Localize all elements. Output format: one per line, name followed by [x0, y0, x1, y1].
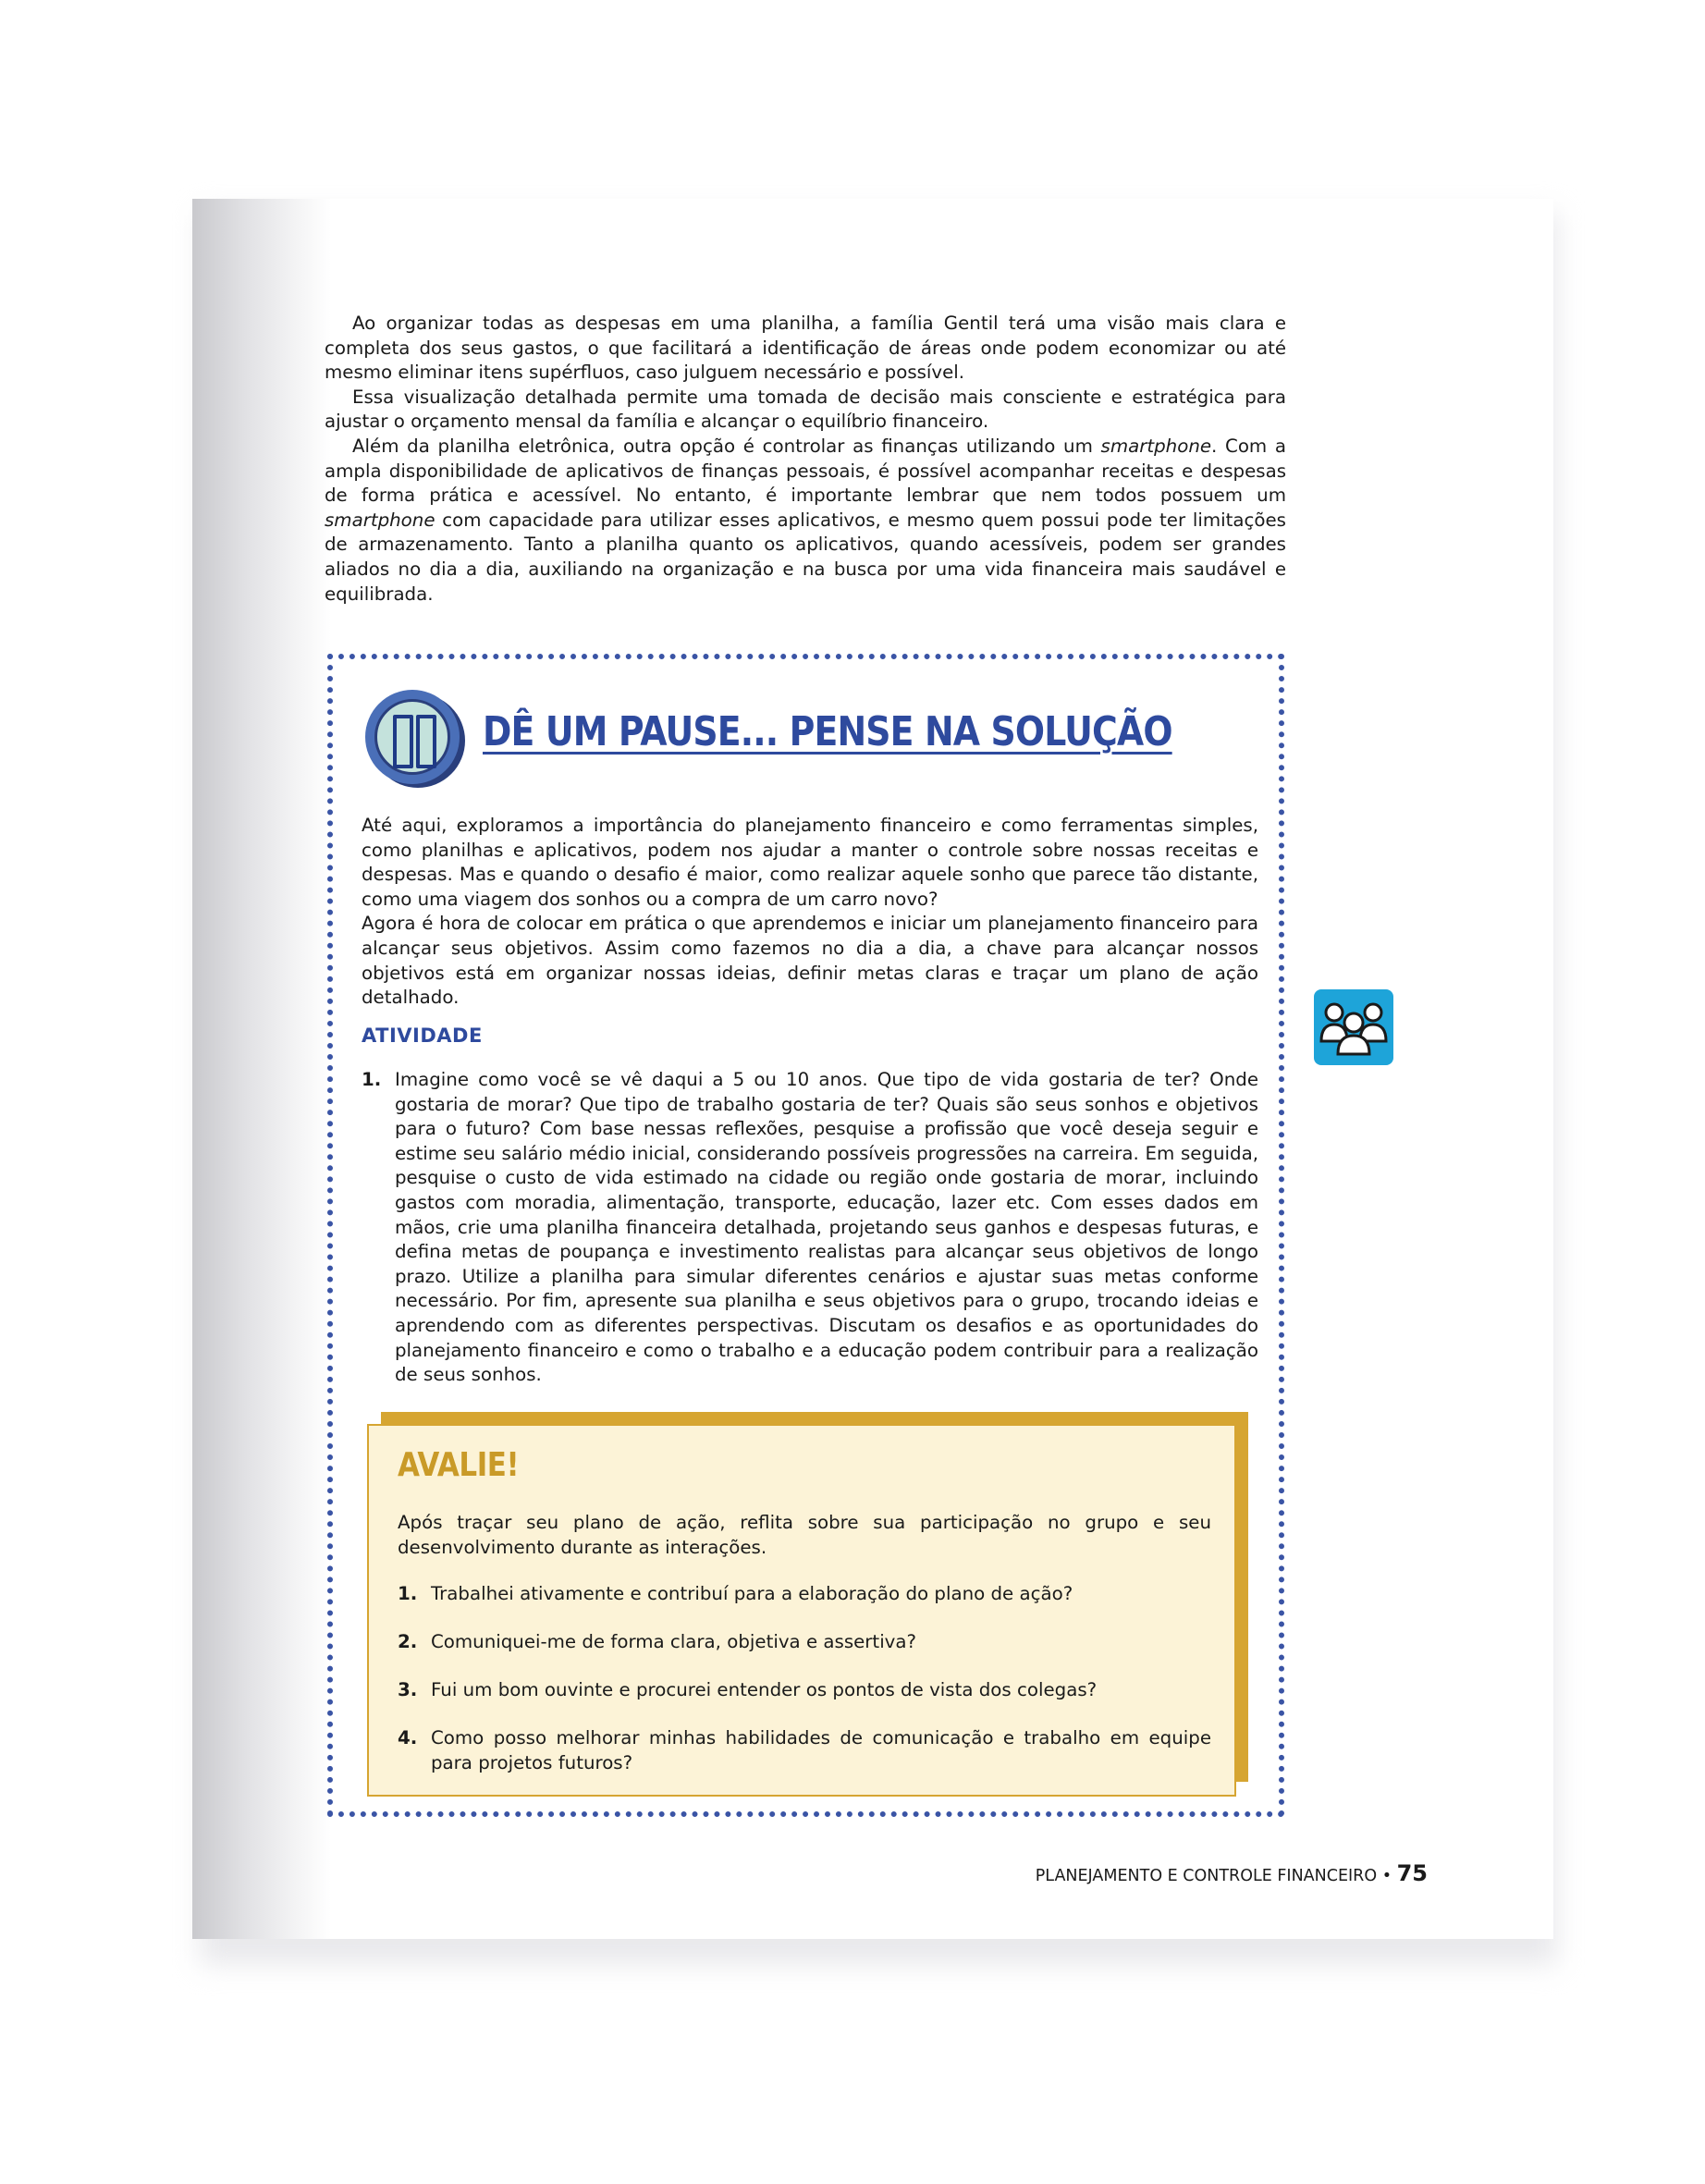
- avalie-box: [367, 1424, 1236, 1797]
- intro-p3-part-c: com capacidade para utilizar esses aplicativos, e mesmo quem possui pode ter limitações de armazenamento. Tanto a planilha quanto os aplicativos, quando acessíveis, podem ser grandes aliados no dia a dia, auxiliando na organização e na busca por uma vida financeira mais saudável e equilibrada.: [325, 509, 1286, 605]
- group-icon: [1314, 989, 1393, 1065]
- pause-bar-right: [416, 715, 436, 768]
- activity-heading: ATIVIDADE: [362, 1025, 483, 1047]
- pause-header: [365, 690, 1197, 791]
- pause-section-box: [327, 654, 1284, 1817]
- pause-body: [362, 814, 1258, 1011]
- avalie-item-text: Como posso melhorar minhas habilidades de comunicação e trabalho em equipe para projetos futuros?: [431, 1727, 1211, 1773]
- pause-bar-left: [393, 715, 413, 768]
- activity-item: [362, 1068, 1258, 1388]
- page-footer: [1036, 1860, 1428, 1886]
- pause-paragraph-1: Até aqui, exploramos a importância do planejamento financeiro e como ferramentas simples, como planilhas e aplicativos, podem nos ajudar a manter o controle sobre nossas receitas e despesas. Mas e quando o desafio é maior, como realizar aquele sonho que parece tão distante, como uma viagem dos sonhos ou a compra de um carro novo?: [362, 815, 1258, 910]
- intro-p3-part-a: Além da planilha eletrônica, outra opção é controlar as finanças utilizando um: [352, 435, 1101, 457]
- avalie-item: [398, 1630, 1211, 1655]
- intro-text: [325, 312, 1286, 607]
- pause-section-title: DÊ UM PAUSE... PENSE NA SOLUÇÃO: [483, 708, 1172, 755]
- avalie-item: [398, 1582, 1211, 1607]
- avalie-title: AVALIE!: [398, 1446, 520, 1484]
- avalie-item: [398, 1726, 1211, 1775]
- intro-paragraph-3: [325, 435, 1286, 607]
- intro-paragraph-2: Essa visualização detalhada permite uma tomada de decisão mais consciente e estratégica para ajustar o orçamento mensal da família e alcançar o equilíbrio financeiro.: [325, 386, 1286, 433]
- avalie-item-text: Fui um bom ouvinte e procurei entender os pontos de vista dos colegas?: [431, 1679, 1098, 1700]
- footer-label: PLANEJAMENTO E CONTROLE FINANCEIRO: [1035, 1867, 1378, 1885]
- activity-item-number: 1.: [362, 1069, 382, 1090]
- avalie-item-number: 3.: [398, 1679, 418, 1700]
- book-page: [192, 199, 1553, 1939]
- activity-item-text: Imagine como você se vê daqui a 5 ou 10 anos. Que tipo de vida gostaria de ter? Onde gostaria de morar? Que tipo de trabalho gostaria de ter? Quais são seus sonhos e objetivos para o futuro? Com base nessas reflexões, pesquise a profissão que você deseja seguir e estime seu salário médio inicial, considerando possíveis progressões na carreira. Em seguida, pesquise o custo de vida estimado na cidade ou região onde gostaria de morar, incluindo gastos com moradia, alimentação, transporte, educação, lazer etc. Com esses dados em mãos, crie uma planilha financeira detalhada, projetando seus ganhos e despesas futuras, e defina metas de poupança e investimento realistas para alcançar seus objetivos de longo prazo. Utilize a planilha para simular diferentes cenários e ajustar suas metas conforme necessário. Por fim, apresente sua planilha e seus objetivos para o grupo, trocando ideias e aprendendo com as diferentes perspectivas. Discutam os desafios e as oportunidades do planejamento financeiro e como o trabalho e a educação podem contribuir para a realização de seus sonhos.: [395, 1069, 1258, 1386]
- avalie-item-number: 1.: [398, 1583, 418, 1604]
- intro-p3-part-b: . Com a ampla disponibilidade de aplicativos de finanças pessoais, é possível acompanhar receitas e despesas de forma prática e acessível. No entanto, é importante lembrar que nem todos possuem um: [325, 435, 1286, 507]
- avalie-item-number: 2.: [398, 1631, 418, 1652]
- pause-icon: [365, 690, 460, 784]
- footer-separator: •: [1381, 1867, 1392, 1885]
- avalie-item-text: Comuniquei-me de forma clara, objetiva e assertiva?: [431, 1631, 917, 1652]
- pause-icon-inner: [374, 699, 450, 775]
- group-icon-glyph: [1314, 989, 1393, 1065]
- intro-p3-italic-1: smartphone: [1100, 435, 1212, 457]
- avalie-item-number: 4.: [398, 1727, 418, 1748]
- avalie-item-text: Trabalhei ativamente e contribuí para a elaboração do plano de ação?: [431, 1583, 1073, 1604]
- intro-paragraph-1: Ao organizar todas as despesas em uma planilha, a família Gentil terá uma visão mais clara e completa dos seus gastos, o que facilitará a identificação de áreas onde podem economizar ou até mesmo eliminar itens supérfluos, caso julguem necessário e possível.: [325, 313, 1286, 384]
- pause-paragraph-2: Agora é hora de colocar em prática o que aprendemos e iniciar um planejamento financeiro para alcançar seus objetivos. Assim como fazemos no dia a dia, a chave para alcançar nossos objetivos está em organizar nossas ideias, definir metas claras e traçar um plano de ação detalhado.: [362, 913, 1258, 1009]
- page-gutter-shading: [192, 199, 331, 1939]
- page-number: 75: [1396, 1860, 1428, 1886]
- avalie-intro: Após traçar seu plano de ação, reflita sobre sua participação no grupo e seu desenvolvimento durante as interações.: [398, 1512, 1211, 1558]
- avalie-item: [398, 1678, 1211, 1703]
- intro-p3-italic-2: smartphone: [325, 509, 435, 531]
